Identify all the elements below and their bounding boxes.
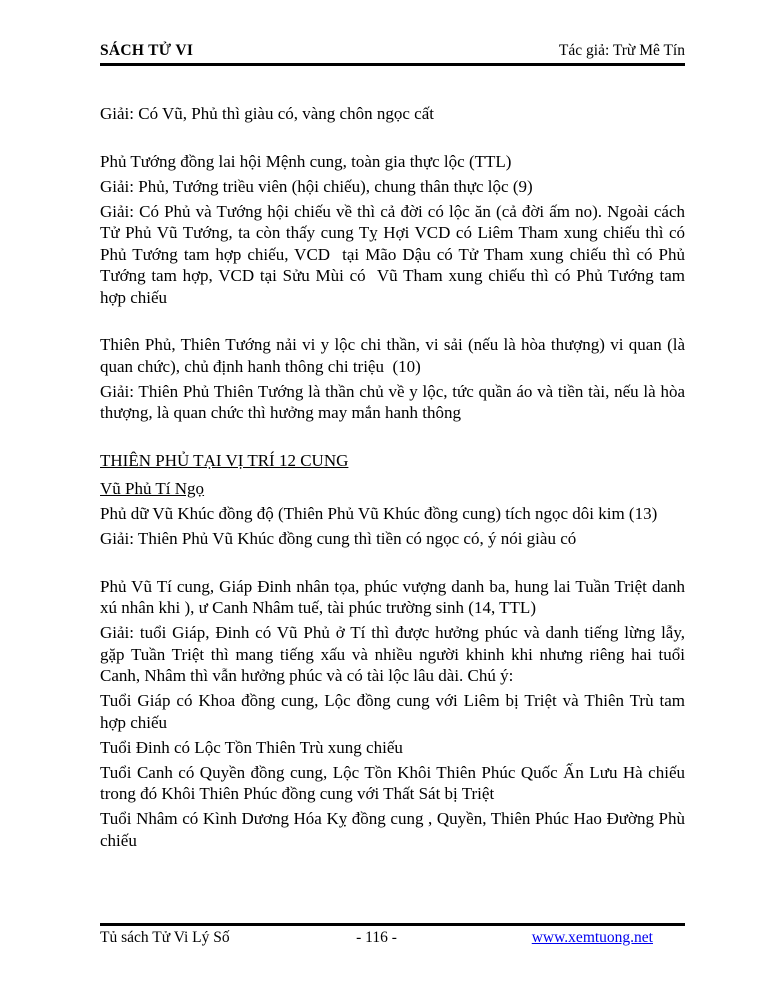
- paragraph: Phủ Vũ Tí cung, Giáp Đinh nhân tọa, phúc vượng danh ba, hung lai Tuần Triệt danh xú nhân khi ), ư Canh Nhâm tuế, tài phúc trường sinh (14, TTL): [100, 576, 690, 617]
- footer-series-title: Tủ sách Tử Vi Lý Số: [100, 929, 230, 946]
- paragraph: Tuổi Giáp có Khoa đồng cung, Lộc đồng cung với Liêm bị Triệt và Thiên Trù tam hợp chiếu: [100, 691, 690, 732]
- footer-page-number: - 116 -: [356, 929, 397, 946]
- paragraph: Thiên Phủ, Thiên Tướng nải vi y lộc chi thần, vi sải (nếu là hòa thượng) vi quan (là quan chức), chủ định hanh thông chi triệu (10): [100, 335, 690, 376]
- section-heading: THIÊN PHỦ TẠI VỊ TRÍ 12 CUNG: [100, 450, 349, 470]
- paragraph: Phủ dữ Vũ Khúc đồng độ (Thiên Phủ Vũ Khúc đồng cung) tích ngọc dôi kim (13): [100, 504, 658, 523]
- header-author: Tác giả: Trừ Mê Tín: [558, 42, 685, 59]
- paragraph: Tuổi Đinh có Lộc Tồn Thiên Trù xung chiếu: [100, 737, 403, 757]
- page-body: [100, 103, 694, 855]
- paragraph: Giải: Thiên Phủ Thiên Tướng là thần chủ về y lộc, tức quần áo và tiền tài, nếu là hòa thượng, là quan chức thì hưởng may mắn hanh thông: [100, 381, 690, 422]
- page-header: [100, 42, 685, 66]
- page-footer: [100, 923, 685, 947]
- paragraph: Phủ Tướng đồng lai hội Mệnh cung, toàn gia thực lộc (TTL): [100, 151, 512, 171]
- paragraph: Giải: Phủ, Tướng triều viên (hội chiếu), chung thân thực lộc (9): [100, 176, 533, 196]
- paragraph: Giải: Có Phủ và Tướng hội chiếu về thì cả đời có lộc ăn (cả đời ấm no). Ngoài cách Tử Phủ Vũ Tướng, ta còn thấy cung Tỵ Hợi VCD có Liêm Tham xung chiếu thì có Phủ Tướng tam hợp chiếu, VCD tại Mão Dậu có Tử Tham xung chiếu thì có Phủ Tướng tam hợp, VCD tại Sửu Mùi có Vũ Tham xung chiếu thì có Phủ Tướng tam hợp chiếu: [100, 201, 694, 307]
- paragraph: Giải: tuổi Giáp, Đinh có Vũ Phủ ở Tí thì được hưởng phúc và danh tiếng lừng lẫy, gặp Tuần Triệt thì mang tiếng xấu và nhiều người khinh khi nhưng riêng hai tuổi Canh, Nhâm thì vẫn hưởng phúc và có tài lộc lâu dài. Chú ý:: [100, 623, 690, 685]
- footer-link-area: [397, 929, 685, 947]
- footer-website-link[interactable]: www.xemtuong.net: [531, 929, 653, 946]
- paragraph: Giải: Có Vũ, Phủ thì giàu có, vàng chôn ngọc cất: [100, 104, 434, 123]
- paragraph: Tuổi Nhâm có Kình Dương Hóa Kỵ đồng cung , Quyền, Thiên Phúc Hao Đường Phù chiếu: [100, 809, 690, 850]
- paragraph: Giải: Thiên Phủ Vũ Khúc đồng cung thì tiền có ngọc có, ý nói giàu có: [100, 529, 577, 548]
- subsection-heading: Vũ Phủ Tí Ngọ: [100, 479, 205, 498]
- paragraph: Tuổi Canh có Quyền đồng cung, Lộc Tồn Khôi Thiên Phúc Quốc Ấn Lưu Hà chiếu trong đó Khôi Thiên Phúc đồng cung với Thất Sát bị Triệt: [100, 762, 690, 803]
- header-book-title: SÁCH TỬ VI: [100, 42, 194, 59]
